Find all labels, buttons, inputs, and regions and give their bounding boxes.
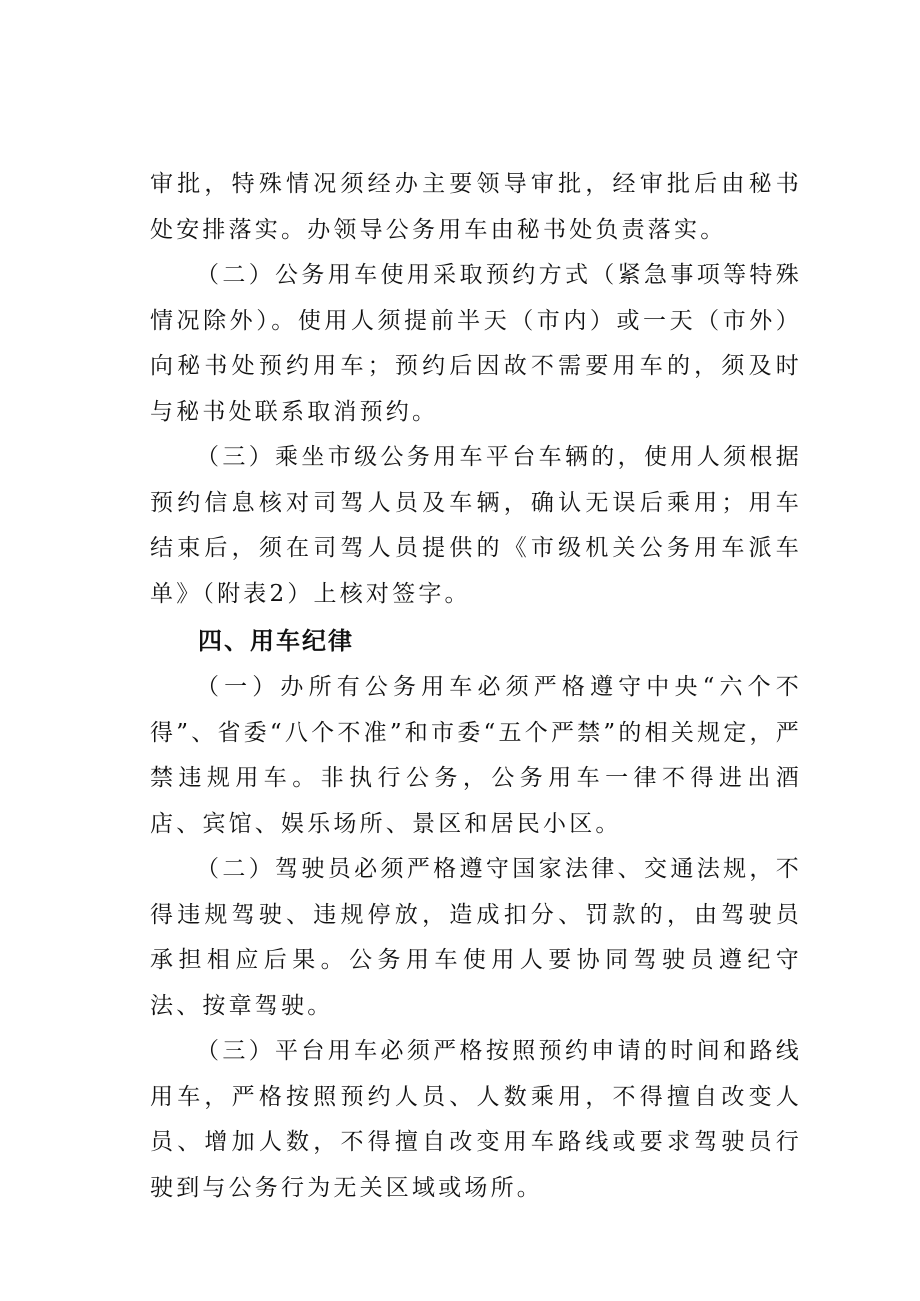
paragraph-continued: 审批，特殊情况须经办主要领导审批，经审批后由秘书处安排落实。办领导公务用车由秘书处负责落实。 [150,171,802,243]
paragraph-discipline-1: （一）办所有公务用车必须严格遵守中央“六个不得”、省委“八个不准”和市委“五个严禁”的相关规定，严禁违规用车。非执行公务，公务用车一律不得进出酒店、宾馆、娱乐场所、景区和居民小区。 [150,674,802,837]
paragraph-platform-vehicle: （三）乘坐市级公务用车平台车辆的，使用人须根据预约信息核对司驾人员及车辆，确认无误后乘用；用车结束后，须在司驾人员提供的《市级机关公务用车派车单》（附表2）上核对签字。 [150,444,802,607]
paragraph-discipline-3: （三）平台用车必须严格按照预约申请的时间和路线用车，严格按照预约人员、人数乘用，不得擅自改变人员、增加人数，不得擅自改变用车路线或要求驾驶员行驶到与公务行为无关区域或场所。 [150,1038,802,1201]
section-heading: 四、用车纪律 [198,627,354,655]
paragraph-discipline-2: （二）驾驶员必须严格遵守国家法律、交通法规，不得违规驾驶、违规停放，造成扣分、罚款的，由驾驶员承担相应后果。公务用车使用人要协同驾驶员遵纪守法、按章驾驶。 [150,856,802,1019]
paragraph-reservation: （二）公务用车使用采取预约方式（紧急事项等特殊情况除外）。使用人须提前半天（市内）或一天（市外）向秘书处预约用车；预约后因故不需要用车的，须及时与秘书处联系取消预约。 [150,262,802,425]
